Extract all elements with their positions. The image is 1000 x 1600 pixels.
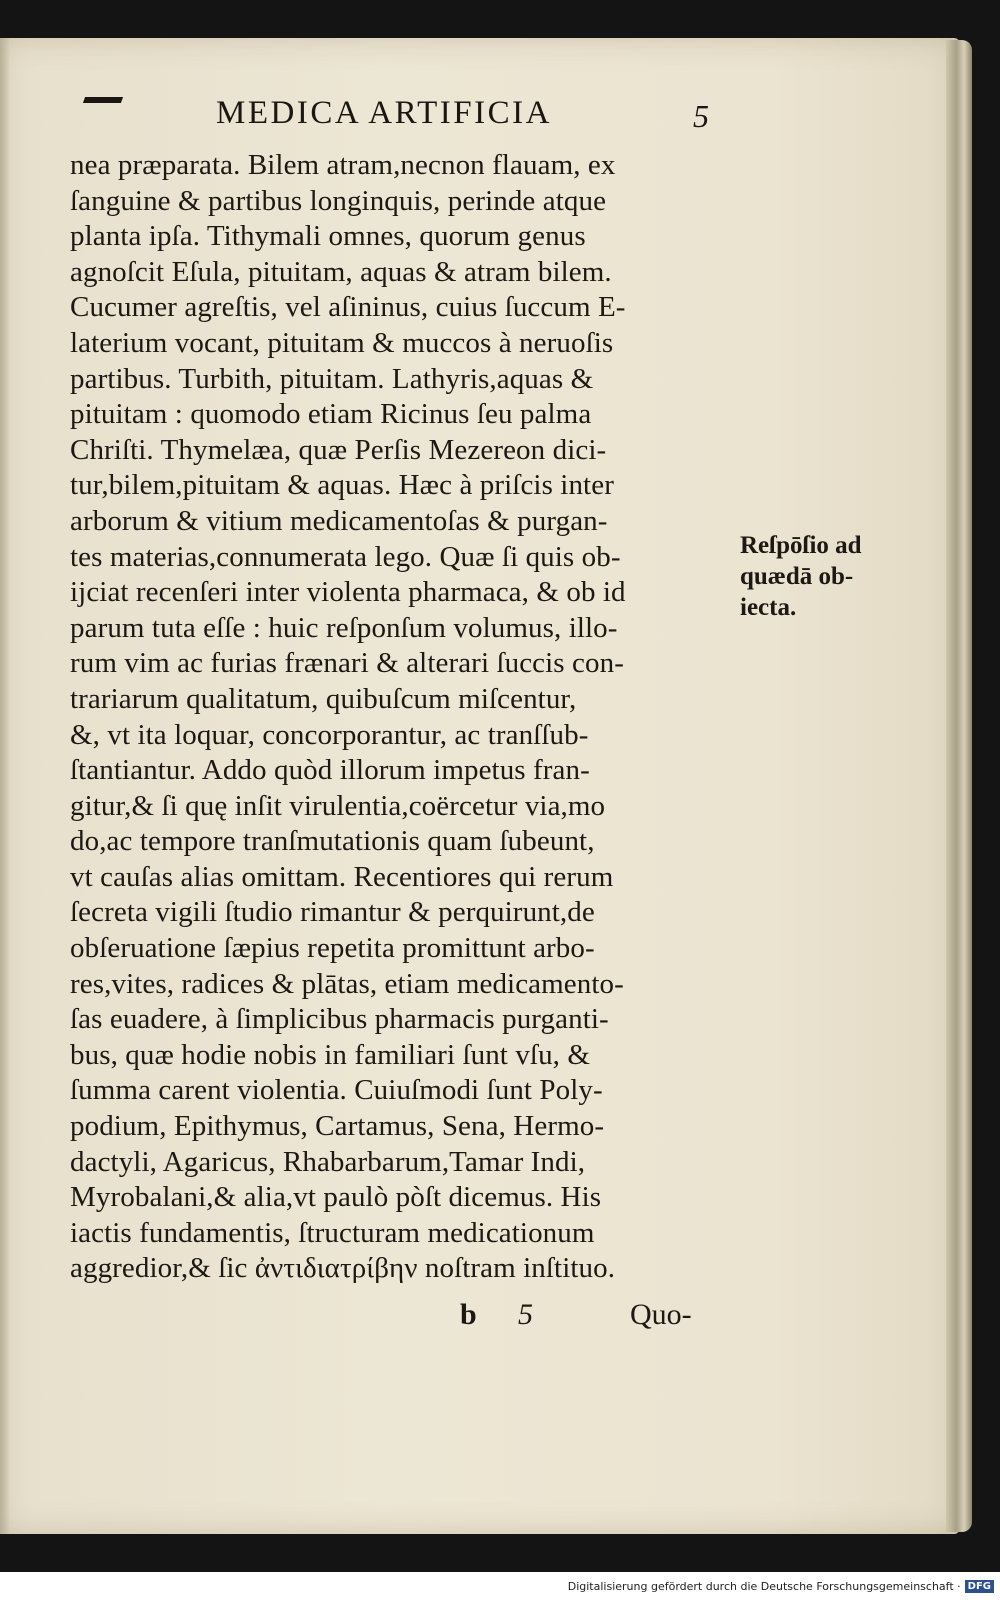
text-line: tur,bilem,pituitam & aquas. Hæc à priſcis inter bbox=[70, 469, 614, 502]
text-line: ſumma carent violentia. Cuiuſmodi ſunt Poly- bbox=[70, 1074, 603, 1107]
text-line: vt cauſas alias omittam. Recentiores qui rerum bbox=[70, 860, 614, 893]
page-gutter bbox=[0, 38, 10, 1534]
text-line: ſanguine & partibus longinquis, perinde atque bbox=[70, 184, 607, 217]
page-number: 5 bbox=[693, 98, 709, 134]
text-line: ſecreta vigili ſtudio rimantur & perquirunt,de bbox=[70, 896, 595, 929]
text-line: dactyli, Agaricus, Rhabarbarum,Tamar Indi, bbox=[70, 1145, 586, 1178]
text-line: tes materias,connumerata lego. Quæ ſi quis ob- bbox=[70, 540, 621, 573]
header-ornament bbox=[83, 97, 123, 103]
text-line: trariarum qualitatum, quibuſcum miſcentur, bbox=[70, 682, 577, 715]
text-line: obſeruatione ſæpius repetita promittunt arbo- bbox=[70, 932, 595, 965]
text-line: aggredior,& ſic ἀντιδιατρίβην noſtram inſtituo. bbox=[70, 1252, 616, 1285]
dfg-logo: DFG bbox=[965, 1580, 994, 1593]
text-line: gitur,& ſi quę inſit virulentia,coërcetur via,mo bbox=[70, 789, 606, 822]
credit-bar bbox=[0, 1572, 1000, 1600]
text-line: res,vites, radices & plātas, etiam medicamento- bbox=[70, 967, 624, 1000]
text-line: planta ipſa. Tithymali omnes, quorum genus bbox=[70, 220, 586, 253]
credit-text: Digitalisierung gefördert durch die Deutsche Forschungsgemeinschaft · bbox=[567, 1579, 961, 1593]
text-line: ſtantiantur. Addo quòd illorum impetus fran- bbox=[70, 754, 590, 787]
text-line: bus, quæ hodie nobis in familiari ſunt vſu, & bbox=[70, 1038, 591, 1071]
signature-mark: b bbox=[460, 1298, 477, 1331]
text-line: do,ac tempore tranſmutationis quam ſubeunt, bbox=[70, 825, 595, 858]
text-line: Chriſti. Thymelæa, quæ Perſis Mezereon dici- bbox=[70, 433, 607, 466]
text-line: agnoſcit Eſula, pituitam, aquas & atram bilem. bbox=[70, 255, 612, 288]
running-head: MEDICA ARTIFICIA bbox=[216, 95, 552, 131]
main-text bbox=[70, 148, 750, 1287]
catchword: Quo- bbox=[630, 1298, 692, 1331]
text-line: nea præparata. Bilem atram,necnon flauam, ex bbox=[70, 149, 616, 181]
text-line: ſas euadere, à ſimplicibus pharmacis purganti- bbox=[70, 1003, 609, 1036]
page-edge bbox=[946, 40, 972, 1532]
marginal-note-line: iecta. bbox=[740, 594, 797, 621]
signature-number: 5 bbox=[518, 1298, 533, 1331]
text-line: rum vim ac furias frænari & alterari ſuccis con- bbox=[70, 647, 624, 680]
text-line: laterium vocant, pituitam & muccos à neruoſis bbox=[70, 326, 614, 359]
text-line: Myrobalani,& alia,vt paulò pòſt dicemus. His bbox=[70, 1181, 602, 1214]
text-line: iactis fundamentis, ſtructuram medicationum bbox=[70, 1216, 595, 1249]
marginal-note-line: Reſpōſio ad bbox=[740, 532, 862, 559]
text-line: &, vt ita loquar, concorporantur, ac tranſſub- bbox=[70, 718, 589, 751]
marginal-note-line: quædā ob- bbox=[740, 563, 854, 590]
text-line: parum tuta eſſe : huic reſponſum volumus, illo- bbox=[70, 611, 618, 644]
text-line: podium, Epithymus, Cartamus, Sena, Hermo- bbox=[70, 1110, 605, 1143]
text-line: Cucumer agreſtis, vel aſininus, cuius ſuccum E- bbox=[70, 291, 626, 324]
text-line: ijciat recenſeri inter violenta pharmaca, & ob id bbox=[70, 576, 626, 609]
marginal-note bbox=[740, 530, 900, 623]
text-line: partibus. Turbith, pituitam. Lathyris,aquas & bbox=[70, 362, 594, 395]
text-line: arborum & vitium medicamentoſas & purgan- bbox=[70, 504, 608, 537]
text-line: pituitam : quomodo etiam Ricinus ſeu palma bbox=[70, 398, 592, 431]
